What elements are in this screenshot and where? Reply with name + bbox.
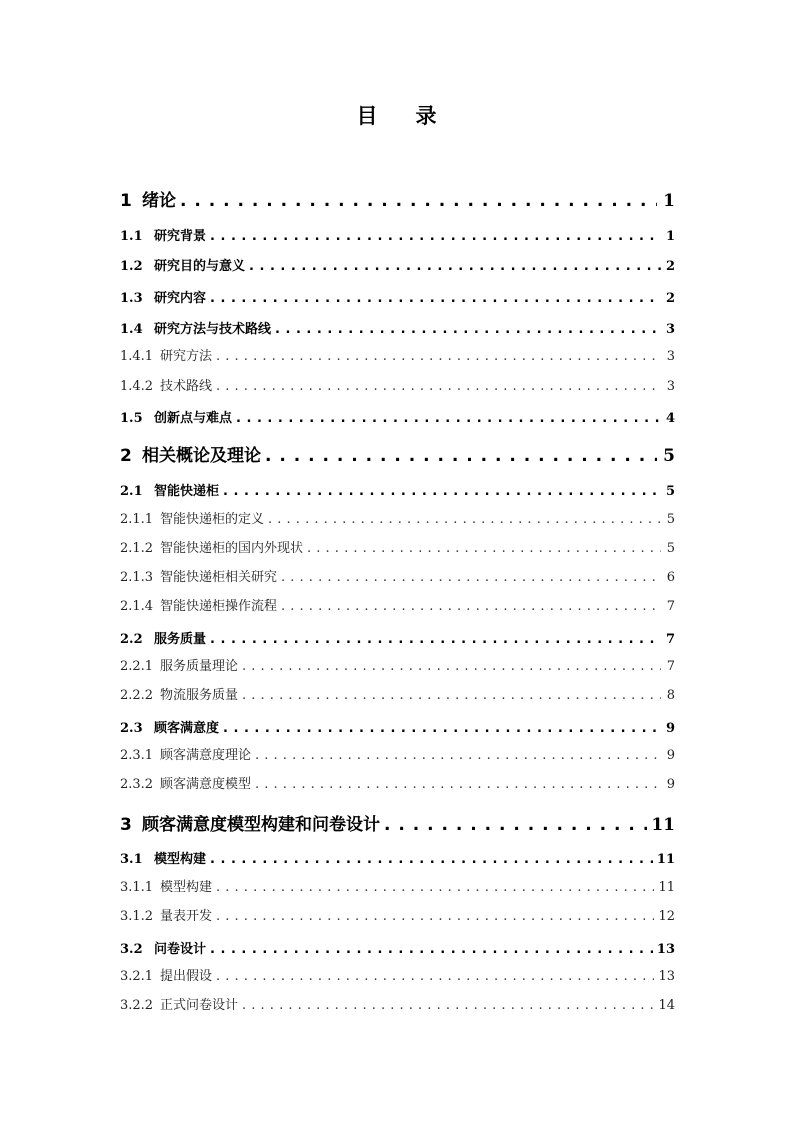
toc-entry-page-number: 2: [665, 259, 675, 274]
toc-entry-label: 研究方法与技术路线: [154, 322, 272, 337]
toc-entry[interactable]: [120, 719, 675, 739]
toc-entry-label: 智能快递柜的国内外现状: [160, 541, 304, 556]
toc-entry[interactable]: [120, 940, 675, 960]
toc-entry-number: 2: [120, 446, 132, 466]
dot-leader: [281, 597, 661, 617]
toc-entry[interactable]: [120, 347, 675, 367]
dot-leader: [216, 347, 661, 367]
toc-entry-label: 创新点与难点: [154, 411, 233, 426]
toc-entry-label: 研究目的与意义: [154, 259, 246, 274]
toc-entry-page-number: 9: [666, 748, 675, 763]
toc-entry-number: 1.3: [120, 291, 143, 306]
toc-entry-label: 问卷设计: [154, 942, 207, 957]
toc-entry[interactable]: [120, 409, 675, 429]
toc-entry-number: 2.3.2: [120, 777, 154, 792]
toc-entry-label: 智能快递柜操作流程: [160, 599, 278, 614]
toc-entry-number: 3.1: [120, 852, 143, 867]
toc-entry-number: 1.4: [120, 322, 143, 337]
dot-leader: [216, 907, 654, 927]
dot-leader: [281, 568, 661, 588]
toc-entry-page-number: 8: [666, 688, 675, 703]
dot-leader: [268, 510, 661, 530]
toc-entry-number: 2.2: [120, 632, 143, 647]
toc-entry-number: 1.4.2: [120, 379, 154, 394]
toc-entry-label: 服务质量: [154, 632, 207, 647]
toc-entry-page-number: 7: [666, 659, 675, 674]
toc-entry[interactable]: [120, 686, 675, 706]
toc-entry-label: 智能快递柜相关研究: [160, 570, 278, 585]
dot-leader: [216, 377, 661, 397]
dot-leader: [223, 719, 661, 739]
dot-leader: [236, 409, 661, 429]
toc-entry-page-number: 6: [666, 570, 675, 585]
dot-leader: [210, 850, 653, 870]
toc-entry-page-number: 13: [656, 942, 675, 957]
toc-entry-page-number: 2: [665, 291, 675, 306]
toc-entry-label: 物流服务质量: [160, 688, 239, 703]
dot-leader: [242, 996, 654, 1016]
toc-entry-label: 研究背景: [154, 229, 207, 244]
toc-entry-number: 1.4.1: [120, 349, 154, 364]
toc-entry[interactable]: [120, 657, 675, 677]
toc-entry-page-number: 11: [656, 852, 675, 867]
toc-entry[interactable]: [120, 189, 675, 213]
toc-entry-page-number: 11: [651, 815, 675, 835]
toc-entry-number: 2.3: [120, 721, 143, 736]
toc-entry-number: 3.1.2: [120, 909, 154, 924]
toc-entry-number: 2.2.2: [120, 688, 154, 703]
toc-entry-page-number: 3: [665, 322, 675, 337]
toc-entry-page-number: 1: [665, 229, 675, 244]
toc-entry[interactable]: [120, 510, 675, 530]
toc-entry[interactable]: [120, 597, 675, 617]
toc-entry-page-number: 9: [665, 721, 675, 736]
toc-entry-page-number: 11: [658, 880, 675, 895]
dot-leader: [242, 657, 661, 677]
toc-entry-page-number: 7: [665, 632, 675, 647]
dot-leader: [216, 967, 654, 987]
toc-entry-number: 2.1: [120, 484, 143, 499]
toc-entry-label: 量表开发: [160, 909, 213, 924]
dot-leader: [275, 320, 661, 340]
dot-leader: [210, 289, 661, 309]
dot-leader: [216, 878, 654, 898]
toc-entry-number: 1: [120, 191, 132, 211]
dot-leader: [210, 940, 653, 960]
toc-entry-number: 1.2: [120, 259, 143, 274]
dot-leader: [255, 775, 661, 795]
toc-entry[interactable]: [120, 377, 675, 397]
toc-entry-label: 顾客满意度理论: [160, 748, 252, 763]
toc-entry-number: 2.1.3: [120, 570, 154, 585]
dot-leader: [255, 746, 661, 766]
toc-entry-page-number: 13: [658, 969, 675, 984]
toc-entry[interactable]: [120, 746, 675, 766]
toc-entry[interactable]: [120, 967, 675, 987]
dot-leader: [242, 686, 661, 706]
dot-leader: [307, 539, 661, 559]
toc-entry[interactable]: [120, 568, 675, 588]
toc-entry-label: 模型构建: [160, 880, 213, 895]
toc-entry-number: 1.5: [120, 411, 143, 426]
toc-entry-label: 顾客满意度: [154, 721, 220, 736]
dot-leader: [223, 482, 661, 502]
toc-entry-page-number: 3: [666, 379, 675, 394]
toc-entry-label: 智能快递柜的定义: [160, 512, 265, 527]
dot-leader: [265, 444, 657, 468]
dot-leader: [180, 189, 657, 213]
toc-entry-label: 技术路线: [160, 379, 213, 394]
toc-entry[interactable]: [120, 482, 675, 502]
dot-leader: [249, 257, 661, 277]
toc-entry-number: 2.2.1: [120, 659, 154, 674]
toc-entry-label: 研究内容: [154, 291, 207, 306]
toc-entry-page-number: 12: [658, 909, 675, 924]
toc-entry-number: 3.2.2: [120, 998, 154, 1013]
toc-entry-page-number: 5: [666, 512, 675, 527]
toc-entry-number: 2.1.1: [120, 512, 154, 527]
toc-entry[interactable]: [120, 257, 675, 277]
toc-entry[interactable]: [120, 775, 675, 795]
toc-entry[interactable]: [120, 320, 675, 340]
toc-entry-page-number: 9: [666, 777, 675, 792]
toc-entry[interactable]: [120, 907, 675, 927]
toc-entry[interactable]: [120, 539, 675, 559]
toc-entry-page-number: 3: [666, 349, 675, 364]
toc-entry-label: 研究方法: [160, 349, 213, 364]
toc-entry[interactable]: [120, 996, 675, 1016]
toc-entry-label: 模型构建: [154, 852, 207, 867]
toc-entry[interactable]: [120, 813, 675, 837]
toc-entry-label: 相关概论及理论: [142, 446, 261, 466]
toc-entry-page-number: 5: [666, 541, 675, 556]
toc-entry-label: 绪论: [142, 191, 176, 211]
toc-entry-page-number: 5: [665, 484, 675, 499]
toc-entry[interactable]: [120, 227, 675, 247]
toc-entry-number: 1.1: [120, 229, 143, 244]
toc-entry-label: 提出假设: [160, 969, 213, 984]
toc-entry-number: 3.2.1: [120, 969, 154, 984]
toc-entry[interactable]: [120, 289, 675, 309]
toc-entry-label: 顾客满意度模型构建和问卷设计: [142, 815, 380, 835]
toc-entry-label: 顾客满意度模型: [160, 777, 252, 792]
toc-entry-page-number: 14: [658, 998, 675, 1013]
dot-leader: [384, 813, 647, 837]
toc-entry[interactable]: [120, 444, 675, 468]
dot-leader: [210, 630, 661, 650]
toc-entry-label: 智能快递柜: [154, 484, 220, 499]
toc-entry[interactable]: [120, 850, 675, 870]
toc-entry-label: 正式问卷设计: [160, 998, 239, 1013]
toc-entry-number: 3.1.1: [120, 880, 154, 895]
toc-entry-page-number: 7: [666, 599, 675, 614]
toc-entry[interactable]: [120, 630, 675, 650]
toc-entry-page-number: 5: [663, 446, 675, 466]
toc-entry-label: 服务质量理论: [160, 659, 239, 674]
toc-entry-number: 3.2: [120, 942, 143, 957]
toc-entry-number: 3: [120, 815, 132, 835]
toc-entry-page-number: 1: [663, 191, 675, 211]
toc-entry-number: 2.3.1: [120, 748, 154, 763]
toc-entry[interactable]: [120, 878, 675, 898]
dot-leader: [210, 227, 661, 247]
toc-entry-page-number: 4: [665, 411, 675, 426]
toc-entry-number: 2.1.4: [120, 599, 154, 614]
table-of-contents: [120, 0, 675, 1122]
toc-title: 目录: [356, 104, 475, 128]
toc-entry-number: 2.1.2: [120, 541, 154, 556]
